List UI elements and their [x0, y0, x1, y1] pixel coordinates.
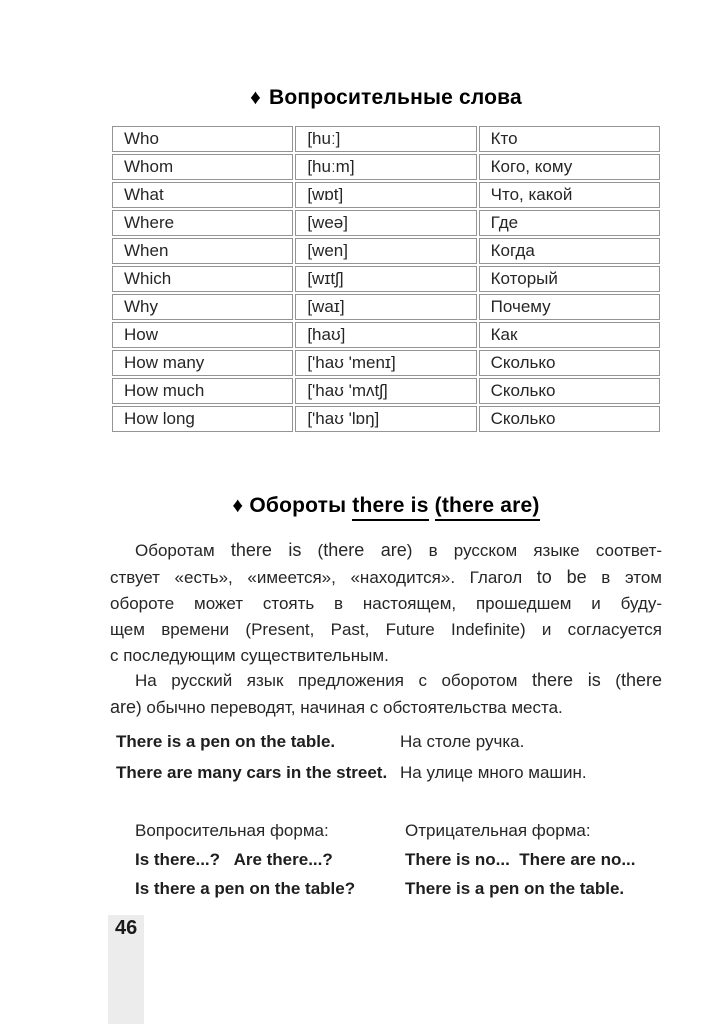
table-row — [112, 378, 660, 404]
table-cell-ru: Кто — [479, 126, 660, 152]
table-cell-ru: Сколько — [479, 406, 660, 432]
table-cell-en: What — [112, 182, 293, 208]
table-cell-ipa: [haʊ] — [295, 322, 476, 348]
forms-header-row — [135, 817, 662, 845]
table-row — [112, 406, 660, 432]
table-cell-en: Why — [112, 294, 293, 320]
table-cell-ipa: ['haʊ 'menɪ] — [295, 350, 476, 376]
page-number: 46 — [115, 917, 138, 939]
table-row — [112, 350, 660, 376]
table-cell-ru: Что, какой — [479, 182, 660, 208]
table-cell-ipa: [huː] — [295, 126, 476, 152]
table-cell-ipa: [wen] — [295, 238, 476, 264]
table-cell-en: How many — [112, 350, 293, 376]
table-cell-en: Who — [112, 126, 293, 152]
table-cell-ru: Кого, кому — [479, 154, 660, 180]
example-english: There are many cars in the street. — [116, 763, 388, 782]
table-cell-ipa: [wɪtʃ] — [295, 266, 476, 292]
table-cell-ipa: [huːm] — [295, 154, 476, 180]
example-row — [116, 728, 662, 756]
table-row — [112, 126, 660, 152]
section1-title-text: Вопросительные слова — [269, 86, 522, 109]
text-line: Оборотам there is (there are) в русском языке соответ- — [135, 540, 663, 560]
table-row — [112, 210, 660, 236]
question-form-pattern: Is there...? Are there...? — [135, 850, 333, 869]
table-cell-en: Which — [112, 266, 293, 292]
paragraph-translation-note — [110, 667, 662, 721]
text-line: ♦ Обороты there is (there are) — [110, 494, 662, 518]
table-row — [112, 294, 660, 320]
examples-block — [116, 728, 662, 790]
table-cell-ru: Сколько — [479, 378, 660, 404]
table-cell-en: Where — [112, 210, 293, 236]
forms-row — [135, 875, 662, 903]
negative-form-example: There is a pen on the table. — [405, 879, 625, 898]
forms-block — [135, 817, 662, 904]
diamond-bullet-icon: ♦ — [250, 86, 262, 109]
text-line: На русский язык предложения с оборотом there is (there — [135, 670, 663, 690]
question-words-table — [110, 124, 662, 434]
page-number-strip — [108, 915, 144, 1024]
table-cell-ipa: [weə] — [295, 210, 476, 236]
negative-form-header: Отрицательная форма: — [405, 821, 591, 840]
table-cell-ipa: ['haʊ 'mʌtʃ] — [295, 378, 476, 404]
example-russian: На столе ручка. — [400, 732, 525, 751]
text-line: are) обычно переводят, начиная с обстоятельства места. — [110, 697, 563, 717]
text-line: обороте может стоять в настоящем, прошедшем и буду- — [110, 594, 662, 613]
table-cell-en: When — [112, 238, 293, 264]
table-cell-ru: Почему — [479, 294, 660, 320]
table-cell-en: How much — [112, 378, 293, 404]
table-row — [112, 154, 660, 180]
table-cell-ru: Сколько — [479, 350, 660, 376]
table-cell-en: How long — [112, 406, 293, 432]
section2-title — [110, 494, 662, 518]
question-words-table-body — [112, 126, 660, 432]
forms-row — [135, 846, 662, 874]
table-cell-ru: Как — [479, 322, 660, 348]
example-english: There is a pen on the table. — [116, 732, 336, 751]
question-form-example: Is there a pen on the table? — [135, 879, 356, 898]
text-line: с последующим существительным. — [110, 646, 389, 665]
table-cell-ru: Который — [479, 266, 660, 292]
table-cell-ipa: ['haʊ 'lɒŋ] — [295, 406, 476, 432]
table-cell-ru: Где — [479, 210, 660, 236]
section1-title — [110, 86, 662, 110]
table-cell-ipa: [waɪ] — [295, 294, 476, 320]
table-cell-ru: Когда — [479, 238, 660, 264]
negative-form-pattern: There is no... There are no... — [405, 850, 636, 869]
text-line: ствует «есть», «имеется», «находится». Глагол to be в этом — [110, 567, 662, 587]
table-cell-ipa: [wɒt] — [295, 182, 476, 208]
question-form-header: Вопросительная форма: — [135, 821, 329, 840]
table-row — [112, 322, 660, 348]
text-line: щем времени (Present, Past, Future Indefinite) и согласуется — [110, 620, 662, 639]
example-row — [116, 759, 662, 787]
table-cell-en: Whom — [112, 154, 293, 180]
table-cell-en: How — [112, 322, 293, 348]
table-row — [112, 238, 660, 264]
paragraph-there-is-intro — [110, 537, 662, 669]
table-row — [112, 182, 660, 208]
example-russian: На улице много машин. — [400, 763, 587, 782]
table-row — [112, 266, 660, 292]
